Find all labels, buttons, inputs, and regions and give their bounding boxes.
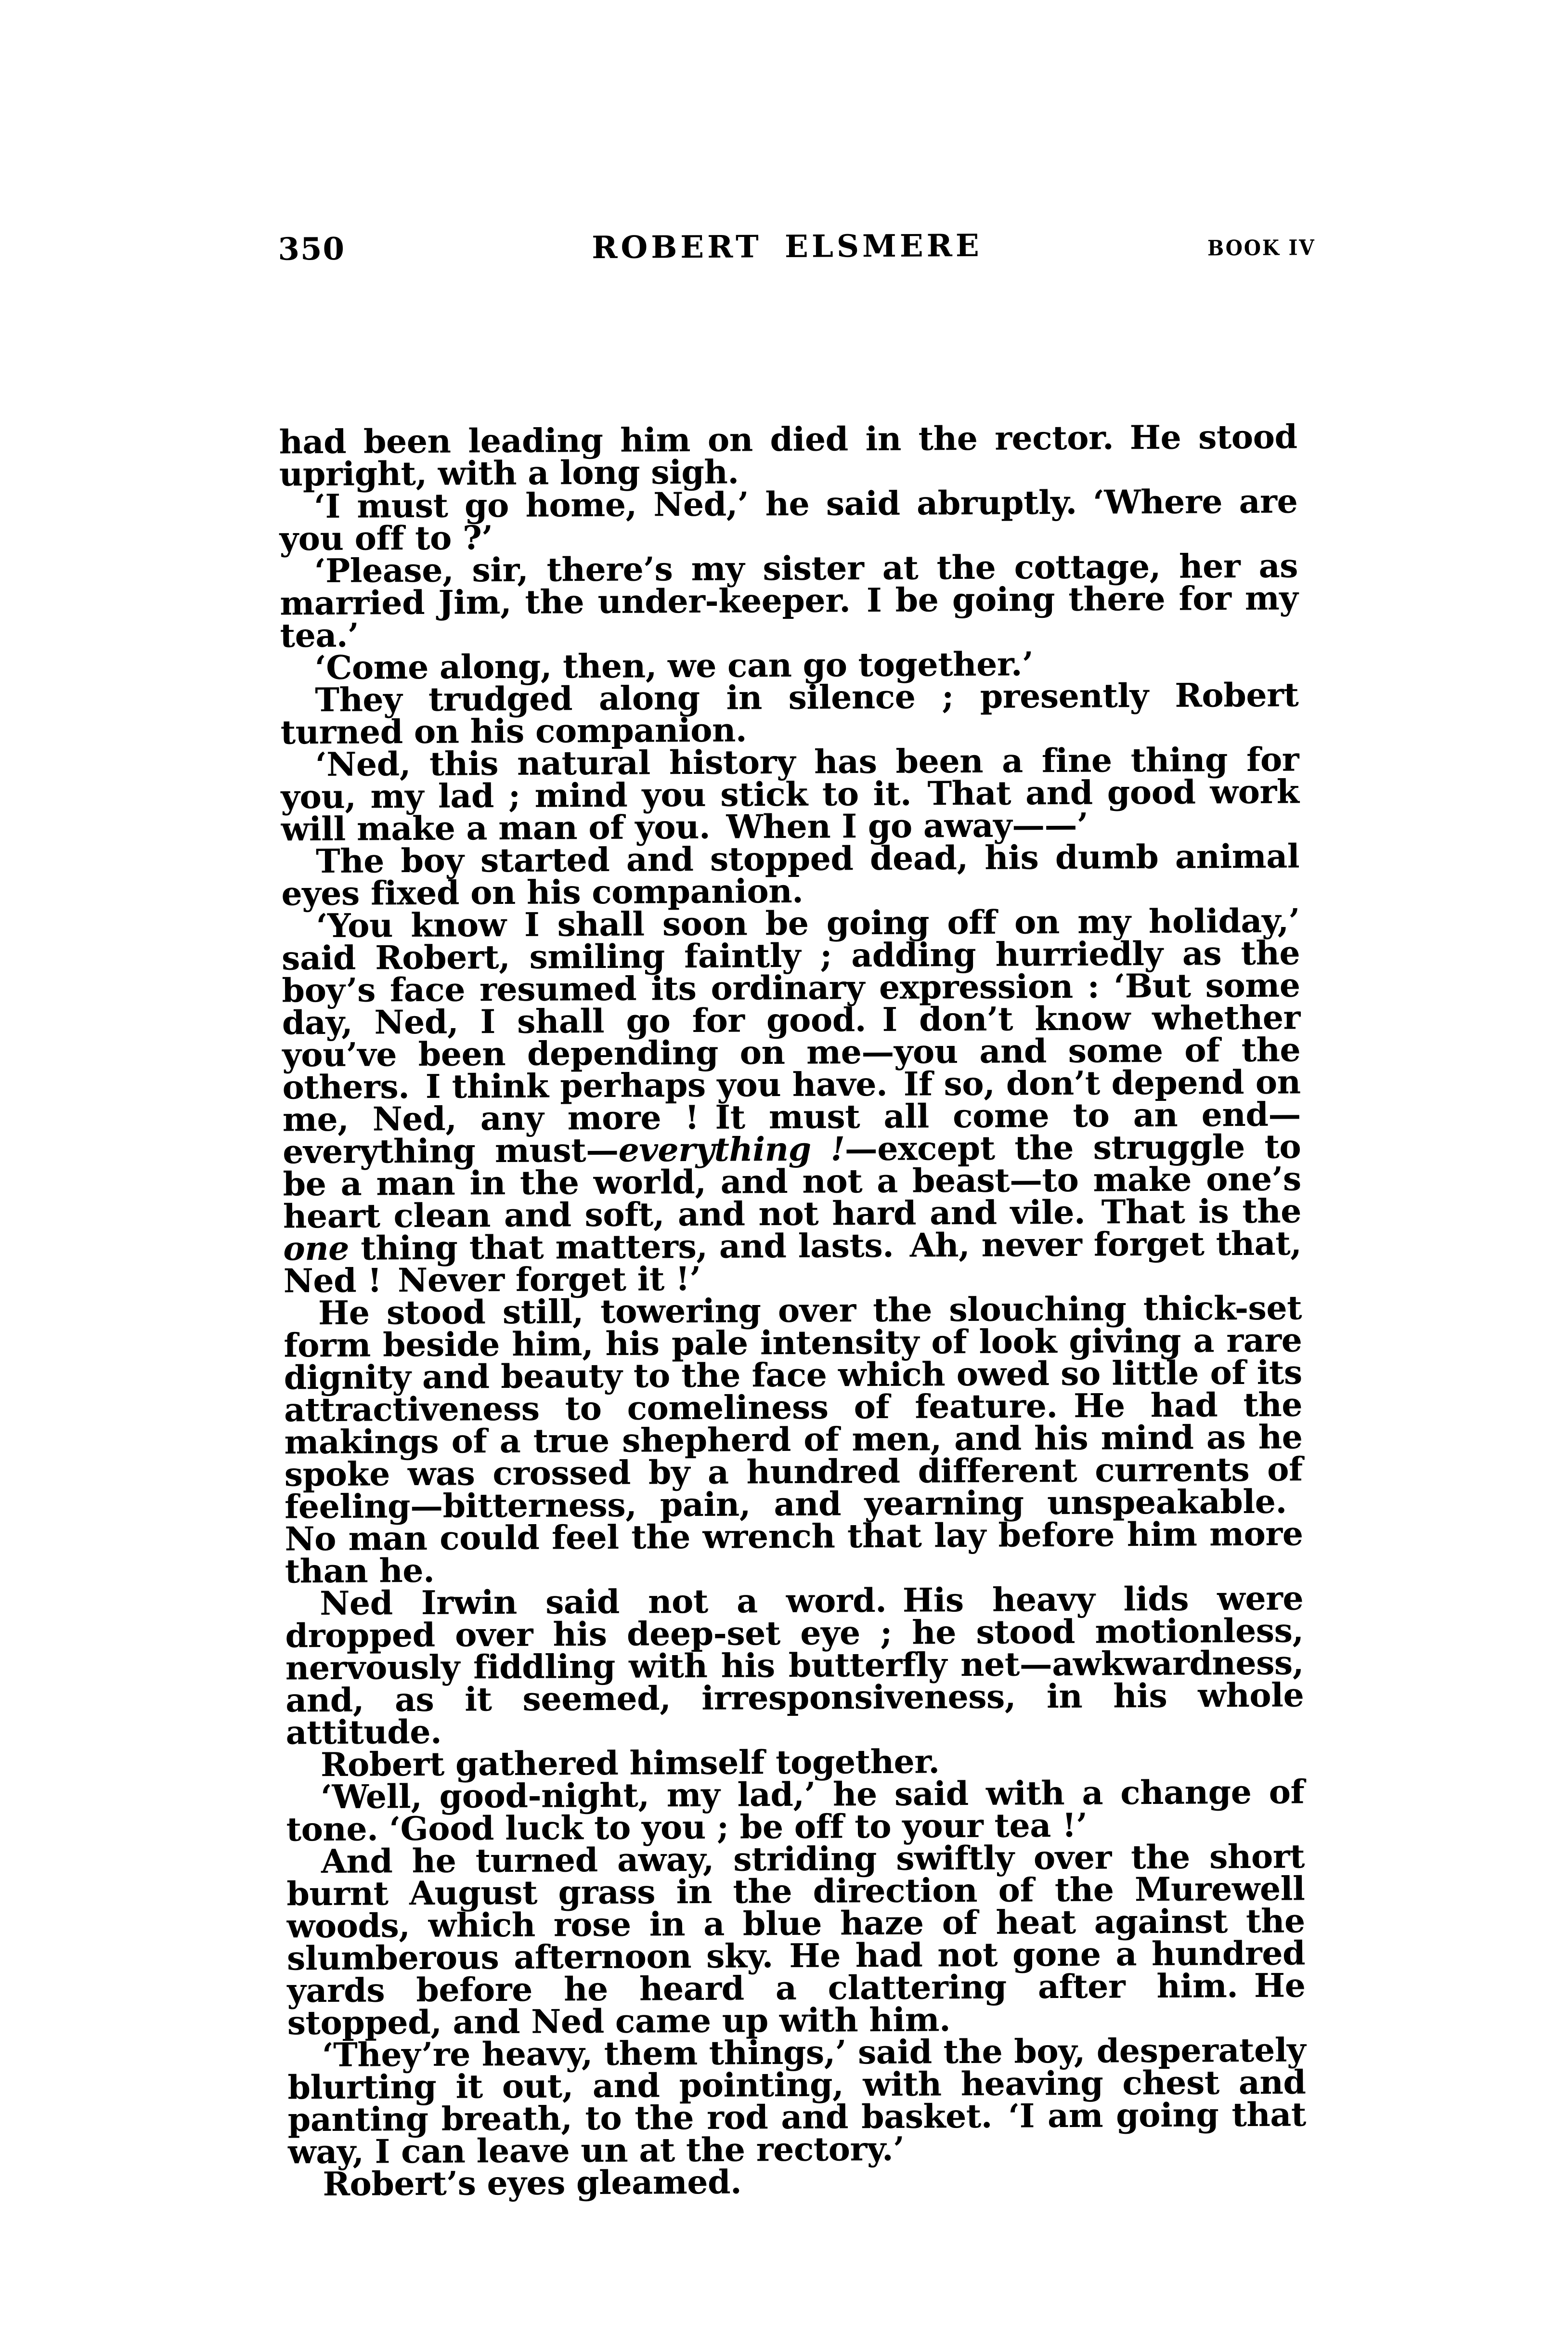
running-title: ROBERT ELSMERE xyxy=(592,227,983,266)
paragraph-segment: He stood still, towering over the slouching thick-set form beside him, his pale intensity of look giving a rare dignity and beauty to the face which owed so little of its attractiveness to comeliness of feature. He had the makings of a true shepherd of men, and his mind as he spoke was crossed by a hundred different currents of feeling—bitterness, pain, and yearning unspeakable. No man could feel the wrench that lay before him more than he. xyxy=(284,1289,1303,1591)
paragraph-segment: —except the struggle to be a man in the world, and not a beast—to make one’s heart clean and soft, and not hard and vile. That is the xyxy=(283,1127,1302,1236)
page-header xyxy=(278,223,1316,268)
paragraph xyxy=(286,1773,1305,1849)
paragraph-segment: thing that matters, and lasts. Ah, never forget that, Ned ! Never forget it !’ xyxy=(283,1224,1302,1301)
paragraph-segment: ‘You know I shall soon be going off on my holiday,’ said Robert, smiling faintly ; adding hurriedly as the boy’s face resumed its ordinary expression : ‘But some day, Ned, I shall go for good. I don’t know whether you’ve been depending on me—you and some of the others. I think perhaps you have. If so, don’t depend on me, Ned, any more ! It must all come to an end—everything must— xyxy=(281,901,1301,1172)
paragraph-segment: ‘Well, good-night, my lad,’ he said with a change of tone. ‘Good luck to you ; be off to your tea !’ xyxy=(286,1773,1305,1849)
paragraph-segment: ‘Please, sir, there’s my sister at the cottage, her as married Jim, the under-keeper. I be going there for my tea.’ xyxy=(280,547,1298,655)
paragraph xyxy=(281,740,1299,849)
paragraph xyxy=(287,2031,1306,2172)
paragraph xyxy=(281,901,1302,1301)
paragraph-segment: ‘Ned, this natural history has been a fine thing for you, my lad ; mind you stick to it. That and good work will make a man of you. When I go away——’ xyxy=(281,740,1299,849)
paragraph xyxy=(281,837,1300,914)
paragraph xyxy=(280,676,1299,752)
paragraph-segment: Robert’s eyes gleamed. xyxy=(323,2163,742,2204)
paragraph-segment: everything ! xyxy=(618,1130,845,1170)
paragraph-segment: And he turned away, striding swiftly over the short burnt August grass in the direction of the Murewell woods, which rose in a blue haze of heat against the slumberous afternoon sky. He had not gone a hundred yards before he heard a clattering after him. He stopped, and Ned came up with him. xyxy=(286,1837,1306,2043)
paragraph-segment: Robert gathered himself together. xyxy=(320,1742,940,1785)
paragraph-segment: Ned Irwin said not a word. His heavy lids were dropped over his deep-set eye ; he stood motionless, nervously fiddling with his butterfly net—awkwardness, and, as it seemed, irresponsiveness, in his whole attitude. xyxy=(285,1579,1304,1752)
paragraph xyxy=(288,2163,1306,2204)
paragraph xyxy=(284,1289,1303,1591)
paragraph-segment: They trudged along in silence ; presently Robert turned on his companion. xyxy=(280,676,1299,752)
page-number: 350 xyxy=(278,231,346,268)
paragraph xyxy=(280,547,1298,655)
paragraph xyxy=(279,482,1298,559)
book-label: BOOK IV xyxy=(1207,235,1316,261)
paragraph xyxy=(286,1837,1306,2043)
paragraph-segment: one xyxy=(283,1229,350,1268)
text-body xyxy=(279,418,1306,2204)
paragraph xyxy=(279,418,1297,494)
paragraph-segment: ‘They’re heavy, them things,’ said the boy, desperately blurting it out, and pointing, with heaving chest and panting breath, to the rod and basket. ‘I am going that way, I can leave un at the rectory.’ xyxy=(287,2031,1306,2172)
paragraph-segment: ‘Come along, then, we can go together.’ xyxy=(314,645,1034,688)
paragraph-segment: ‘I must go home, Ned,’ he said abruptly. ‘Where are you off to ?’ xyxy=(279,482,1298,559)
paragraph-segment: had been leading him on died in the rector. He stood upright, with a long sigh. xyxy=(279,418,1297,494)
paragraph xyxy=(285,1579,1304,1752)
paragraph-segment: The boy started and stopped dead, his dumb animal eyes fixed on his companion. xyxy=(281,837,1300,914)
